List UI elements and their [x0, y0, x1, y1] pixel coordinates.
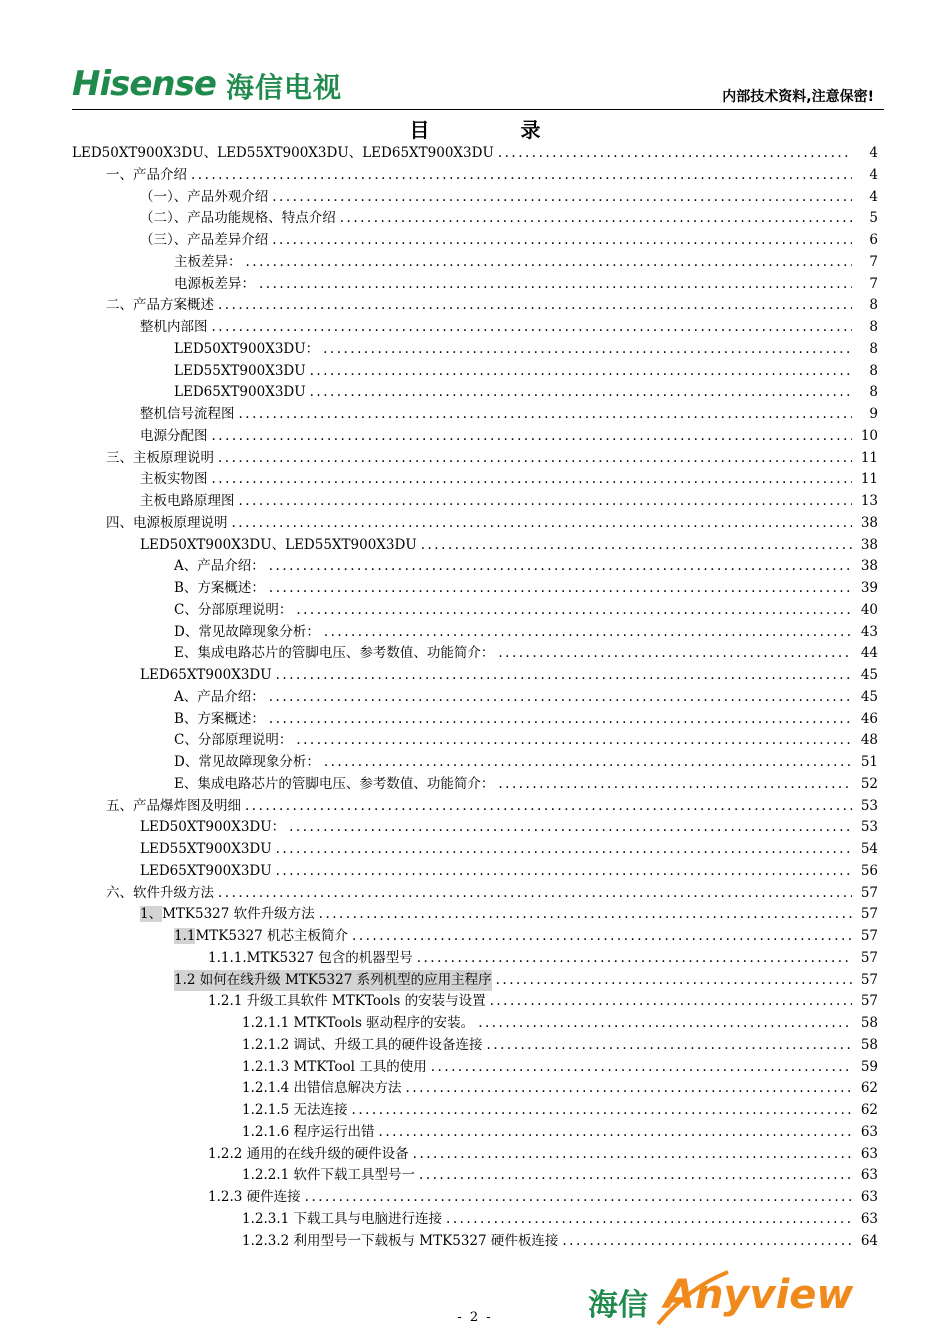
toc-leader-dots: [269, 578, 852, 600]
toc-entry[interactable]: [72, 883, 878, 905]
toc-leader-dots: [296, 600, 852, 622]
toc-entry[interactable]: [72, 730, 878, 752]
toc-entry-title: （二）、产品功能规格、特点介绍: [140, 210, 336, 227]
toc-leader-dots: [324, 752, 852, 774]
toc-leader-dots: [305, 1187, 852, 1209]
toc-leader-dots: [246, 252, 853, 274]
toc-entry-page: 54: [860, 841, 878, 857]
toc-leader-dots: [421, 535, 852, 557]
toc-entry-page: 7: [869, 275, 878, 292]
toc-entry-page: 63: [860, 1189, 878, 1205]
page-number: - 2 -: [457, 1310, 493, 1325]
toc-leader-dots: [562, 1231, 852, 1253]
toc-entry[interactable]: [72, 317, 878, 339]
toc-entry-page: 4: [869, 145, 878, 161]
toc-entry-title: LED65XT900X3DU: [174, 384, 306, 401]
toc-entry-page: 8: [869, 340, 878, 357]
toc-entry-title: 1.2.1.4 出错信息解决方法: [242, 1080, 402, 1097]
toc-entry-title: D、常见故障现象分析：: [174, 623, 320, 640]
toc-entry-page: 38: [860, 514, 878, 531]
toc-entry[interactable]: [72, 687, 878, 709]
toc-leader-dots: [259, 274, 852, 296]
toc-entry-page: 8: [869, 362, 878, 379]
toc-leader-dots: [431, 1057, 852, 1079]
toc-leader-dots: [417, 948, 852, 970]
toc-entry[interactable]: [72, 1122, 878, 1144]
toc-entry-title: LED50XT900X3DU、LED55XT900X3DU、LED65XT900X3DU: [72, 145, 494, 161]
toc-entry-title: LED65XT900X3DU: [140, 667, 272, 683]
toc-entry-page: 62: [860, 1102, 878, 1118]
toc-entry[interactable]: [72, 643, 878, 665]
toc-leader-dots: [276, 665, 852, 687]
toc-entry-title: LED55XT900X3DU: [174, 362, 306, 379]
toc-entry[interactable]: [72, 578, 878, 600]
toc-leader-dots: [310, 361, 852, 383]
toc-entry-page: 58: [860, 1015, 878, 1031]
toc-entry-page: 10: [860, 427, 878, 444]
toc-entry-title: 1.2.3 硬件连接: [208, 1189, 301, 1205]
toc-entry-page: 63: [860, 1210, 878, 1227]
toc-leader-dots: [498, 774, 852, 796]
toc-entry-title: C、分部原理说明：: [174, 732, 293, 749]
toc-entry-page: 38: [860, 536, 878, 553]
toc-entry-page: 57: [860, 906, 878, 923]
toc-entry-page: 6: [869, 232, 878, 248]
toc-entry-page: 63: [860, 1145, 878, 1162]
footer-logo-cn: 海信: [588, 1288, 648, 1323]
toc-entry-title: LED50XT900X3DU、LED55XT900X3DU: [140, 536, 417, 553]
toc-entry[interactable]: [72, 970, 878, 992]
toc-entry-title: 整机信号流程图: [140, 406, 235, 422]
toc-entry[interactable]: [72, 839, 878, 861]
toc-entry[interactable]: [72, 622, 878, 644]
toc-leader-dots: [487, 1035, 852, 1057]
toc-entry-page: 8: [869, 319, 878, 335]
toc-entry-page: 13: [860, 493, 878, 509]
confidential-notice: 内部技术资料,注意保密!: [722, 89, 874, 105]
toc-entry-page: 45: [860, 667, 878, 683]
toc-entry-page: 39: [860, 580, 878, 596]
toc-leader-dots: [272, 187, 852, 209]
toc-leader-dots: [478, 1013, 852, 1035]
toc-entry[interactable]: [72, 143, 878, 165]
toc-leader-dots: [323, 339, 852, 361]
toc-entry-title: 电源分配图: [140, 427, 208, 444]
toc-leader-dots: [269, 556, 852, 578]
toc-entry[interactable]: [72, 361, 878, 383]
toc-leader-dots: [340, 208, 852, 230]
toc-entry-page: 4: [869, 188, 878, 205]
toc-entry[interactable]: [72, 1231, 878, 1253]
toc-entry-title: 主板实物图: [140, 471, 208, 488]
toc-entry-title: 六、软件升级方法: [106, 884, 214, 901]
toc-entry-title: 1.2.2 通用的在线升级的硬件设备: [208, 1145, 409, 1162]
toc-entry-title: 电源板差异：: [174, 275, 255, 292]
toc-entry-title: 1.2.3.2 利用型号一下载板与 MTK5327 硬件板连接: [242, 1232, 559, 1249]
toc-leader-dots: [496, 970, 852, 992]
toc-entry[interactable]: [72, 1100, 878, 1122]
toc-leader-dots: [324, 622, 852, 644]
toc-entry[interactable]: [72, 796, 878, 818]
toc-entry[interactable]: [72, 382, 878, 404]
toc-entry[interactable]: [72, 274, 878, 296]
toc-entry-page: 11: [860, 449, 878, 466]
toc-entry-title: 二、产品方案概述: [106, 297, 214, 314]
table-of-contents: [72, 143, 878, 1252]
toc-entry-title: 1.1.1.MTK5327 包含的机器型号: [208, 949, 413, 966]
toc-leader-dots: [218, 295, 852, 317]
toc-entry-page: 40: [860, 601, 878, 618]
toc-entry[interactable]: [72, 817, 878, 839]
toc-entry-page: 8: [869, 384, 878, 401]
toc-entry[interactable]: [72, 448, 878, 470]
toc-entry[interactable]: [72, 709, 878, 731]
toc-entry-title: 一、产品介绍: [106, 166, 187, 183]
toc-leader-dots: [352, 926, 852, 948]
toc-entry-page: 56: [860, 862, 878, 879]
toc-leader-dots: [296, 730, 852, 752]
toc-entry-page: 43: [860, 623, 878, 640]
toc-leader-dots: [379, 1122, 852, 1144]
toc-entry-title: 1.2.3.1 下载工具与电脑进行连接: [242, 1210, 443, 1227]
page-header: [72, 62, 884, 108]
toc-entry-title: 1.1MTK5327 机芯主板简介: [174, 928, 349, 944]
toc-entry-page: 57: [860, 949, 878, 966]
toc-entry-title: LED50XT900X3DU：: [140, 819, 286, 836]
toc-entry-title: LED55XT900X3DU: [140, 841, 272, 857]
toc-leader-dots: [419, 1165, 852, 1187]
toc-entry[interactable]: [72, 752, 878, 774]
toc-leader-dots: [352, 1100, 852, 1122]
footer-logo-brand: Anyview: [664, 1272, 854, 1318]
toc-leader-dots: [245, 796, 852, 818]
toc-entry-page: 57: [860, 971, 878, 988]
toc-entry-title: 主板电路原理图: [140, 493, 235, 509]
toc-leader-dots: [212, 426, 853, 448]
toc-leader-dots: [212, 469, 853, 491]
toc-entry-page: 52: [860, 775, 878, 792]
toc-entry-title: E、集成电路芯片的管脚电压、参考数值、功能简介：: [174, 645, 495, 662]
toc-entry[interactable]: [72, 295, 878, 317]
toc-entry-title: B、方案概述：: [174, 710, 265, 727]
toc-leader-dots: [276, 861, 852, 883]
toc-entry-title: C、分部原理说明：: [174, 601, 293, 618]
toc-entry[interactable]: [72, 230, 878, 252]
toc-leader-dots: [413, 1144, 852, 1166]
toc-leader-dots: [269, 709, 852, 731]
toc-entry[interactable]: [72, 556, 878, 578]
toc-entry-page: 9: [869, 406, 878, 422]
toc-entry-page: 44: [860, 645, 878, 662]
toc-leader-dots: [272, 230, 852, 252]
toc-entry-title: 整机内部图: [140, 319, 208, 335]
hisense-logo: Hisense: [72, 64, 216, 104]
toc-entry-page: 46: [860, 710, 878, 727]
toc-entry-title: 1.2.1.3 MTKTool 工具的使用: [242, 1058, 427, 1075]
toc-leader-dots: [498, 143, 852, 165]
toc-leader-dots: [218, 448, 852, 470]
toc-entry[interactable]: [72, 1187, 878, 1209]
toc-entry-page: 53: [860, 797, 878, 814]
toc-entry-title: 1.2.1 升级工具软件 MTKTools 的安装与设置: [208, 993, 486, 1010]
toc-entry[interactable]: [72, 535, 878, 557]
toc-entry[interactable]: [72, 904, 878, 926]
toc-leader-dots: [269, 687, 852, 709]
toc-leader-dots: [498, 643, 852, 665]
toc-entry[interactable]: [72, 469, 878, 491]
toc-entry-page: 51: [860, 754, 878, 770]
toc-leader-dots: [310, 382, 852, 404]
toc-entry-page: 57: [860, 884, 878, 901]
toc-entry[interactable]: [72, 991, 878, 1013]
toc-entry-title: E、集成电路芯片的管脚电压、参考数值、功能简介：: [174, 775, 495, 792]
toc-entry-page: 11: [860, 471, 878, 488]
toc-entry-title: LED65XT900X3DU: [140, 862, 272, 879]
toc-entry-page: 63: [860, 1123, 878, 1140]
toc-entry-title: 1.2.1.1 MTKTools 驱动程序的安装。: [242, 1015, 475, 1031]
toc-entry-title: 1、MTK5327 软件升级方法: [140, 906, 315, 923]
toc-entry[interactable]: [72, 252, 878, 274]
toc-leader-dots: [239, 491, 853, 513]
toc-entry-title: 1.2.1.6 程序运行出错: [242, 1123, 375, 1140]
toc-leader-dots: [490, 991, 852, 1013]
toc-entry-title: A、产品介绍：: [174, 558, 265, 575]
toc-leader-dots: [446, 1209, 852, 1231]
toc-entry[interactable]: [72, 926, 878, 948]
toc-leader-dots: [191, 165, 852, 187]
toc-entry[interactable]: [72, 1165, 878, 1187]
toc-entry-page: 38: [860, 558, 878, 575]
toc-entry-title: 主板差异：: [174, 253, 242, 270]
toc-entry[interactable]: [72, 774, 878, 796]
toc-entry-title: 四、电源板原理说明: [106, 514, 228, 531]
toc-leader-dots: [276, 839, 852, 861]
header-divider: [72, 109, 884, 110]
toc-entry[interactable]: [72, 1209, 878, 1231]
toc-leader-dots: [406, 1078, 852, 1100]
toc-entry-page: 53: [860, 819, 878, 836]
toc-entry-page: 48: [860, 732, 878, 749]
toc-entry-page: 57: [860, 928, 878, 944]
toc-entry[interactable]: [72, 404, 878, 426]
toc-entry-title: B、方案概述：: [174, 580, 265, 596]
toc-entry-page: 5: [869, 210, 878, 227]
toc-entry-title: 1.2.2.1 软件下载工具型号一: [242, 1167, 416, 1184]
toc-leader-dots: [319, 904, 852, 926]
toc-entry-title: LED50XT900X3DU：: [174, 340, 320, 357]
toc-entry[interactable]: [72, 491, 878, 513]
toc-entry-page: 8: [869, 297, 878, 314]
toc-entry[interactable]: [72, 339, 878, 361]
toc-entry-title: 五、产品爆炸图及明细: [106, 797, 241, 814]
toc-entry-page: 45: [860, 688, 878, 705]
toc-entry-title: 1.2.1.2 调试、升级工具的硬件设备连接: [242, 1036, 483, 1053]
toc-entry[interactable]: [72, 1013, 878, 1035]
toc-entry[interactable]: [72, 1035, 878, 1057]
toc-entry[interactable]: [72, 600, 878, 622]
toc-leader-dots: [232, 513, 853, 535]
toc-entry[interactable]: [72, 165, 878, 187]
toc-entry-page: 57: [860, 993, 878, 1010]
toc-entry-page: 59: [860, 1058, 878, 1075]
hisense-tv-logo-text: 海信电视: [226, 71, 343, 104]
toc-entry-page: 7: [869, 253, 878, 270]
toc-entry-title: 1.2 如何在线升级 MTK5327 系列机型的应用主程序: [174, 970, 492, 992]
toc-entry[interactable]: [72, 1057, 878, 1079]
toc-entry[interactable]: [72, 513, 878, 535]
toc-entry-title: （三）、产品差异介绍: [140, 232, 269, 248]
toc-entry-page: 4: [869, 166, 878, 183]
toc-entry-page: 62: [860, 1080, 878, 1097]
toc-entry-title: 1.2.1.5 无法连接: [242, 1102, 348, 1118]
toc-leader-dots: [212, 317, 853, 339]
toc-leader-dots: [239, 404, 853, 426]
toc-title: 目 录: [409, 118, 541, 142]
toc-leader-dots: [218, 883, 852, 905]
toc-entry-title: D、常见故障现象分析：: [174, 754, 320, 770]
toc-entry-title: （一）、产品外观介绍: [140, 188, 269, 205]
toc-entry[interactable]: [72, 948, 878, 970]
toc-entry-title: 三、主板原理说明: [106, 449, 214, 466]
toc-entry-page: 63: [860, 1167, 878, 1184]
toc-entry[interactable]: [72, 665, 878, 687]
toc-entry[interactable]: [72, 187, 878, 209]
toc-leader-dots: [289, 817, 852, 839]
toc-entry-page: 58: [860, 1036, 878, 1053]
toc-entry-page: 64: [860, 1232, 878, 1249]
toc-entry[interactable]: [72, 426, 878, 448]
toc-entry[interactable]: [72, 1078, 878, 1100]
toc-entry[interactable]: [72, 208, 878, 230]
toc-entry[interactable]: [72, 861, 878, 883]
toc-entry-title: A、产品介绍：: [174, 688, 265, 705]
toc-entry[interactable]: [72, 1144, 878, 1166]
